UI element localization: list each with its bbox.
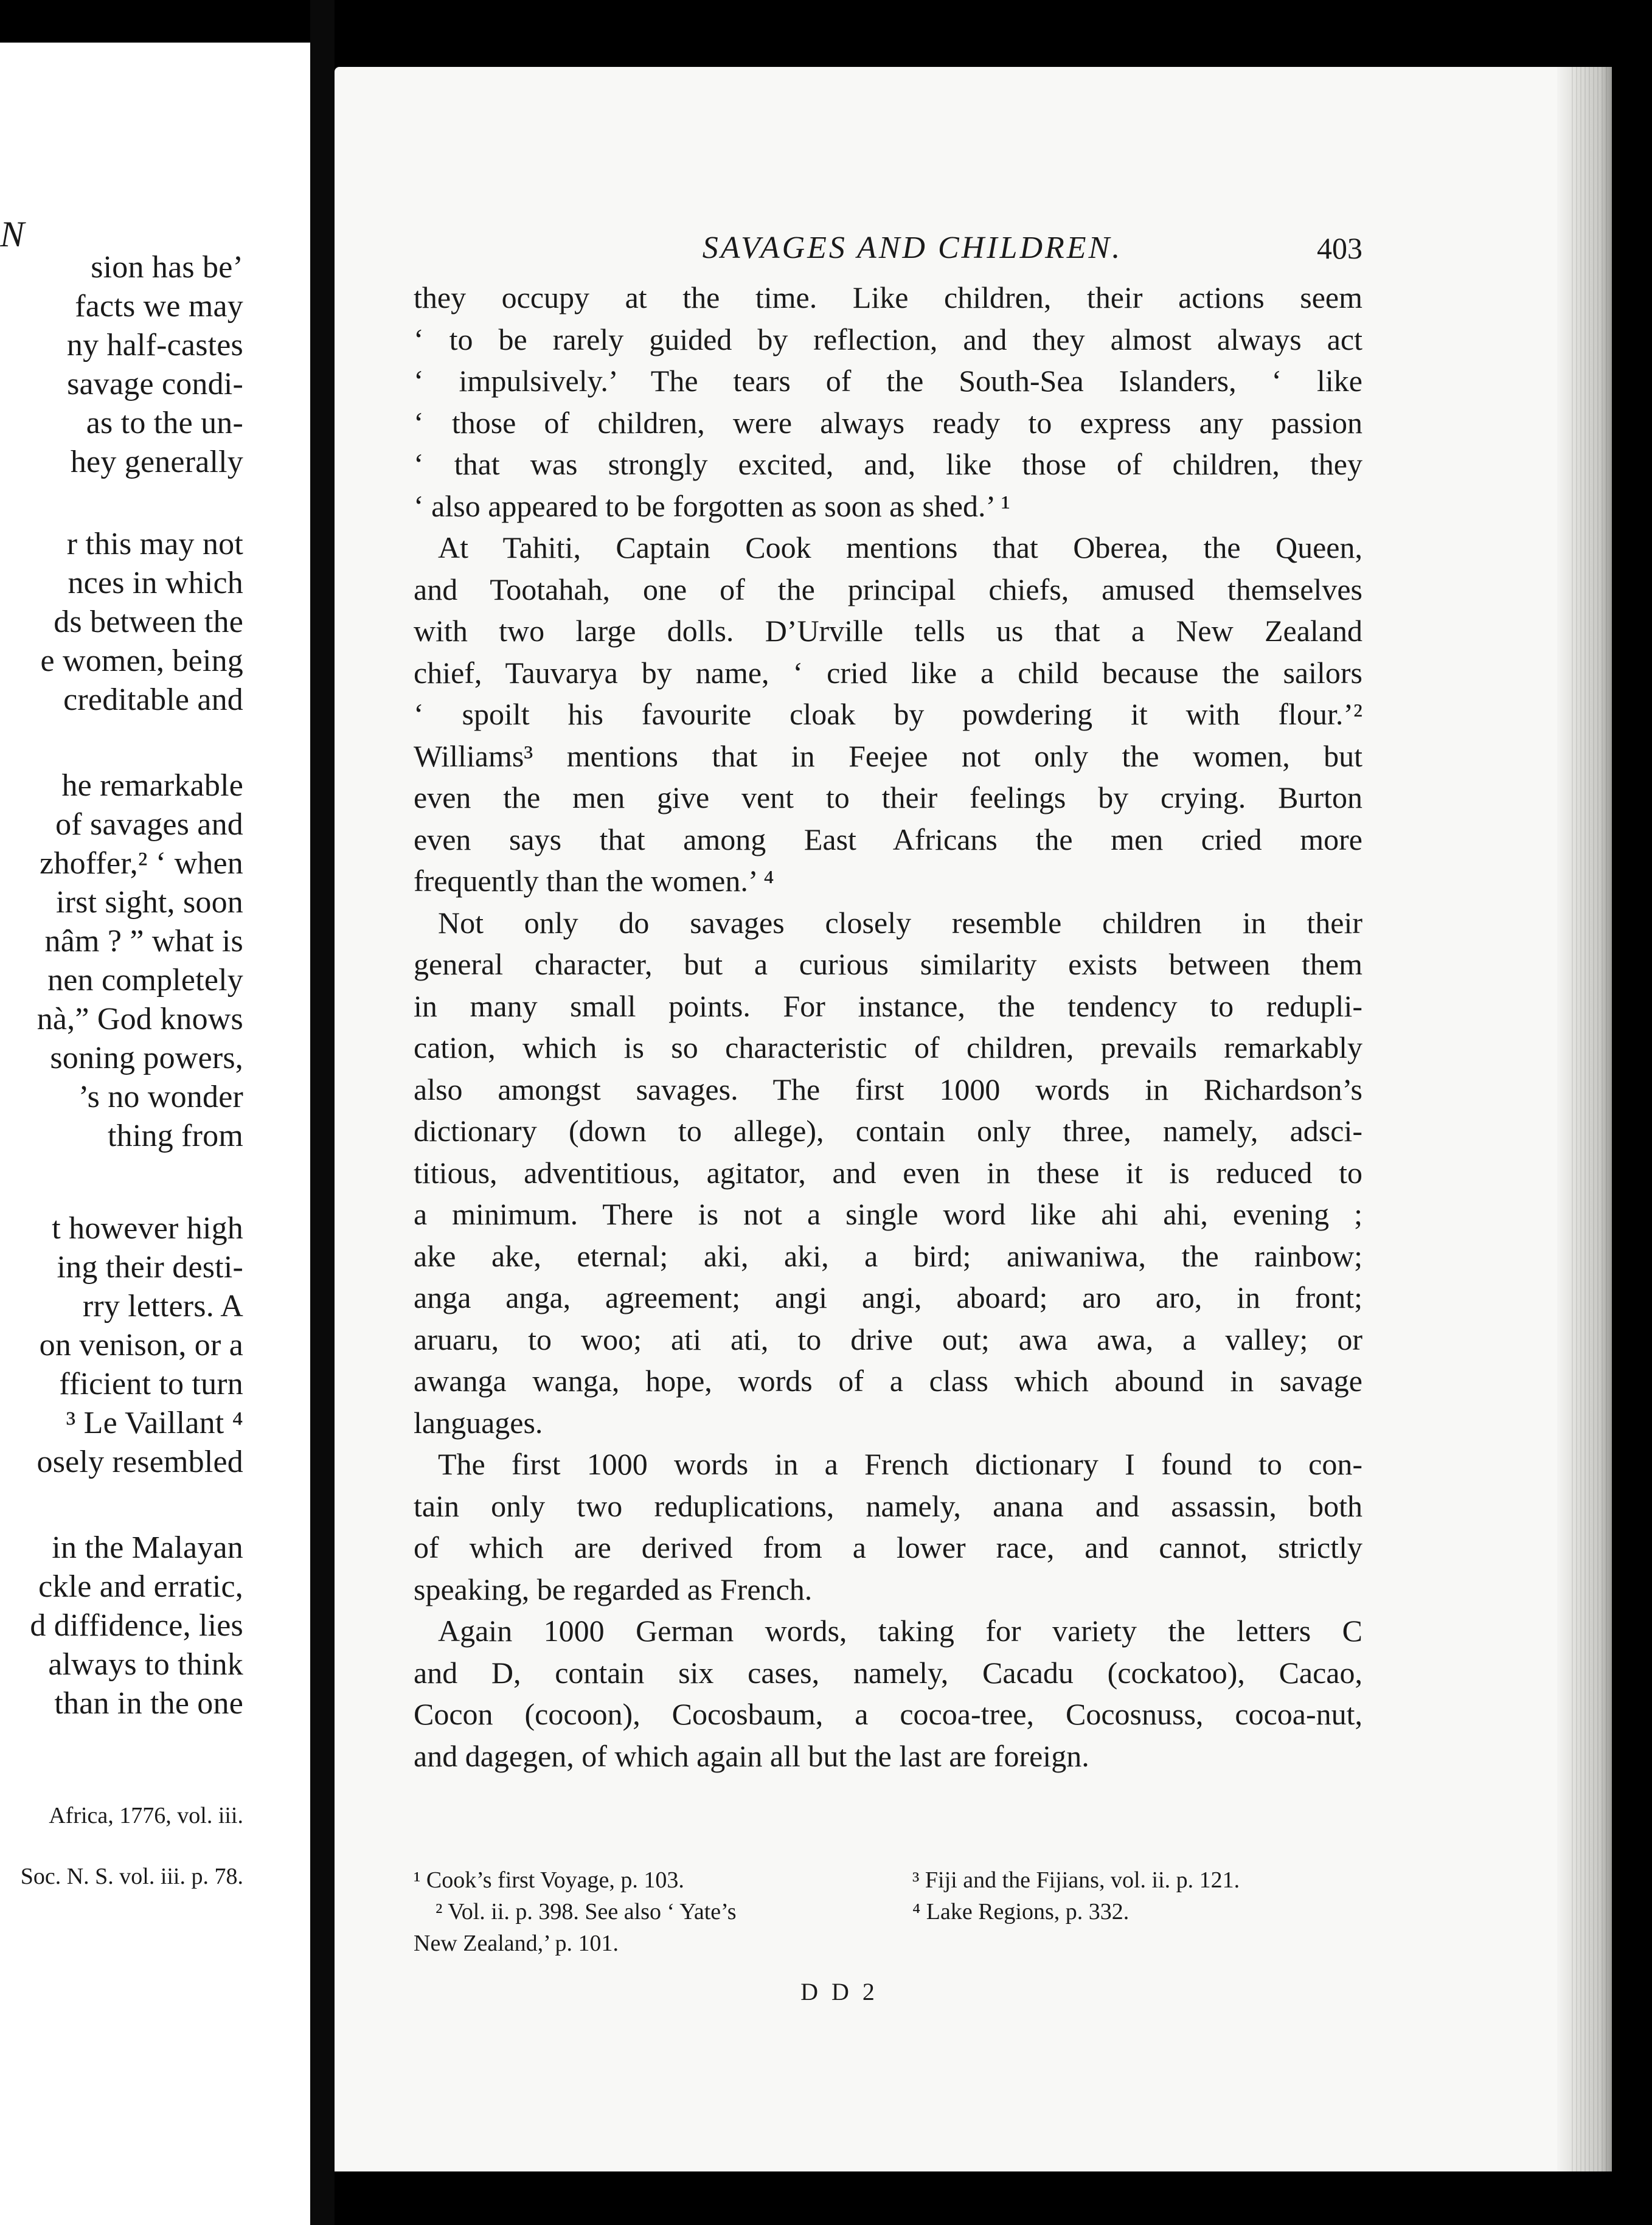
left-page-line: fficient to turn: [59, 1367, 243, 1401]
body-line: Williams³ mentions that in Feejee not only the women, but: [414, 738, 1362, 773]
left-page-line: of savages and: [55, 807, 243, 842]
running-head: SAVAGES AND CHILDREN.: [702, 231, 1123, 265]
body-line: general character, but a curious similarity exists between them: [414, 947, 1362, 981]
footnote: ² Vol. ii. p. 398. See also ‘ Yate’s: [436, 1899, 737, 1925]
body-line: The first 1000 words in a French dictionary I found to con-: [438, 1447, 1362, 1481]
left-page-line: [0, 1490, 243, 1527]
left-page-line: [0, 730, 243, 766]
left-page-line: as to the un-: [86, 406, 243, 440]
left-page-line: than in the one: [54, 1686, 243, 1721]
left-page-line: t however high: [52, 1211, 243, 1246]
left-page-line: ³ Le Vaillant ⁴: [66, 1406, 243, 1440]
body-line: awanga wanga, hope, words of a class which abound in savage: [414, 1364, 1362, 1398]
page-number: 403: [1317, 231, 1362, 265]
left-page-footnote: Soc. N. S. vol. iii. p. 78.: [20, 1864, 243, 1889]
left-page-line: savage condi-: [67, 367, 243, 401]
left-page-line: d diffidence, lies: [30, 1608, 243, 1643]
body-line: in many small points. For instance, the tendency to redupli-: [414, 988, 1362, 1023]
body-line: cation, which is so characteristic of children, prevails remarkably: [414, 1030, 1362, 1064]
left-page-line: facts we may: [75, 289, 243, 324]
left-page-line: thing from: [108, 1119, 243, 1153]
left-page-line: on venison, or a: [39, 1328, 243, 1362]
body-line: ‘ those of children, were always ready to express any passion: [414, 405, 1362, 440]
left-page-line: ckle and erratic,: [38, 1569, 243, 1604]
left-page-line: in the Malayan: [52, 1530, 243, 1565]
footnote: ¹ Cook’s first Voyage, p. 103.: [414, 1867, 684, 1893]
left-page-line: ds between the: [54, 605, 243, 639]
footnotes: [414, 1864, 1362, 1986]
left-page-line: nà,” God knows: [36, 1002, 243, 1036]
left-page-line: nen completely: [47, 963, 243, 998]
body-line: even says that among East Africans the men cried more: [414, 822, 1362, 856]
body-line: At Tahiti, Captain Cook mentions that Oberea, the Queen,: [438, 530, 1362, 564]
left-page-line: e women, being: [40, 644, 243, 678]
body-line: anga anga, agreement; angi angi, aboard; aro aro, in front;: [414, 1280, 1362, 1314]
footnotes-right-column: [912, 1864, 1375, 1928]
body-line: languages.: [414, 1405, 543, 1440]
body-line: Not only do savages closely resemble children in their: [438, 905, 1362, 940]
left-page-line: ny half-castes: [66, 328, 243, 363]
footnote: ³ Fiji and the Fijians, vol. ii. p. 121.: [912, 1867, 1240, 1893]
left-facing-page: [0, 43, 310, 2225]
left-page-line: hey generally: [70, 445, 243, 479]
body-line: tain only two reduplications, namely, anana and assassin, both: [414, 1488, 1362, 1523]
left-page-heading-fragment: N: [0, 214, 25, 254]
left-page-line: he remarkable: [61, 768, 243, 803]
body-line: and Tootahah, one of the principal chiefs, amused themselves: [414, 572, 1362, 606]
body-line: chief, Tauvarya by name, ‘ cried like a child because the sailors: [414, 655, 1362, 690]
body-line: and dagegen, of which again all but the last are foreign.: [414, 1738, 1089, 1773]
body-line: ‘ impulsively.’ The tears of the South-Sea Islanders, ‘ like: [414, 364, 1362, 398]
body-line: also amongst savages. The first 1000 words in Richardson’s: [414, 1072, 1362, 1106]
body-line: ‘ to be rarely guided by reflection, and they almost always act: [414, 322, 1362, 356]
body-line: a minimum. There is not a single word like ahi ahi, evening ;: [414, 1197, 1362, 1231]
body-line: ‘ spoilt his favourite cloak by powdering it with flour.’²: [414, 697, 1362, 731]
left-page-footnote: Africa, 1776, vol. iii.: [49, 1803, 243, 1828]
body-line: ake ake, eternal; aki, aki, a bird; aniwaniwa, the rainbow;: [414, 1238, 1362, 1273]
left-page-line: [0, 487, 243, 523]
left-page-line: ’s no wonder: [78, 1080, 243, 1114]
left-page-line: r this may not: [66, 527, 243, 561]
body-line: of which are derived from a lower race, and cannot, strictly: [414, 1530, 1362, 1564]
left-page-line: nces in which: [68, 566, 243, 600]
body-line: they occupy at the time. Like children, their actions seem: [414, 280, 1362, 314]
left-page-line: osely resembled: [36, 1445, 243, 1479]
body-line: speaking, be regarded as French.: [414, 1572, 813, 1606]
left-page-line: sion has be’: [91, 250, 243, 285]
footnote: New Zealand,’ p. 101.: [414, 1931, 619, 1956]
body-line: and D, contain six cases, namely, Cacadu (cockatoo), Cacao,: [414, 1655, 1362, 1690]
body-line: ‘ that was strongly excited, and, like those of children, they: [414, 447, 1362, 481]
book-gutter: [310, 0, 335, 2225]
body-line: frequently than the women.’ ⁴: [414, 864, 774, 898]
left-page-line: zhoffer,² ‘ when: [40, 846, 243, 881]
body-line: Again 1000 German words, taking for variety the letters C: [438, 1614, 1362, 1648]
body-line: titious, adventitious, agitator, and even in these it is reduced to: [414, 1155, 1362, 1190]
right-page: [335, 67, 1612, 2171]
footnote: ⁴ Lake Regions, p. 332.: [912, 1899, 1130, 1925]
footnotes-left-column: [414, 1864, 888, 1959]
left-page-line: creditable and: [63, 682, 243, 717]
left-page-line: irst sight, soon: [55, 885, 243, 920]
left-page-line: nâm ? ” what is: [44, 924, 243, 959]
left-page-line: [0, 1162, 243, 1198]
body-line: with two large dolls. D’Urville tells us that a New Zealand: [414, 614, 1362, 648]
body-line: ‘ also appeared to be forgotten as soon as shed.’ ¹: [414, 488, 1010, 523]
body-line: dictionary (down to allege), contain only three, namely, adsci-: [414, 1114, 1362, 1148]
page-stack-edges: [1572, 67, 1608, 2171]
body-line: aruaru, to woo; ati ati, to drive out; awa awa, a valley; or: [414, 1322, 1362, 1356]
body-line: even the men give vent to their feelings by crying. Burton: [414, 780, 1362, 814]
signature-mark: D D 2: [800, 1978, 878, 2005]
body-line: Cocon (cocoon), Cocosbaum, a cocoa-tree, Cocosnuss, cocoa-nut,: [414, 1697, 1362, 1731]
left-page-line: always to think: [48, 1647, 243, 1682]
body-text: [414, 277, 1362, 1876]
left-page-line: rry letters. A: [82, 1289, 243, 1324]
left-page-line: ing their desti-: [57, 1250, 243, 1285]
left-page-line: soning powers,: [50, 1041, 243, 1075]
